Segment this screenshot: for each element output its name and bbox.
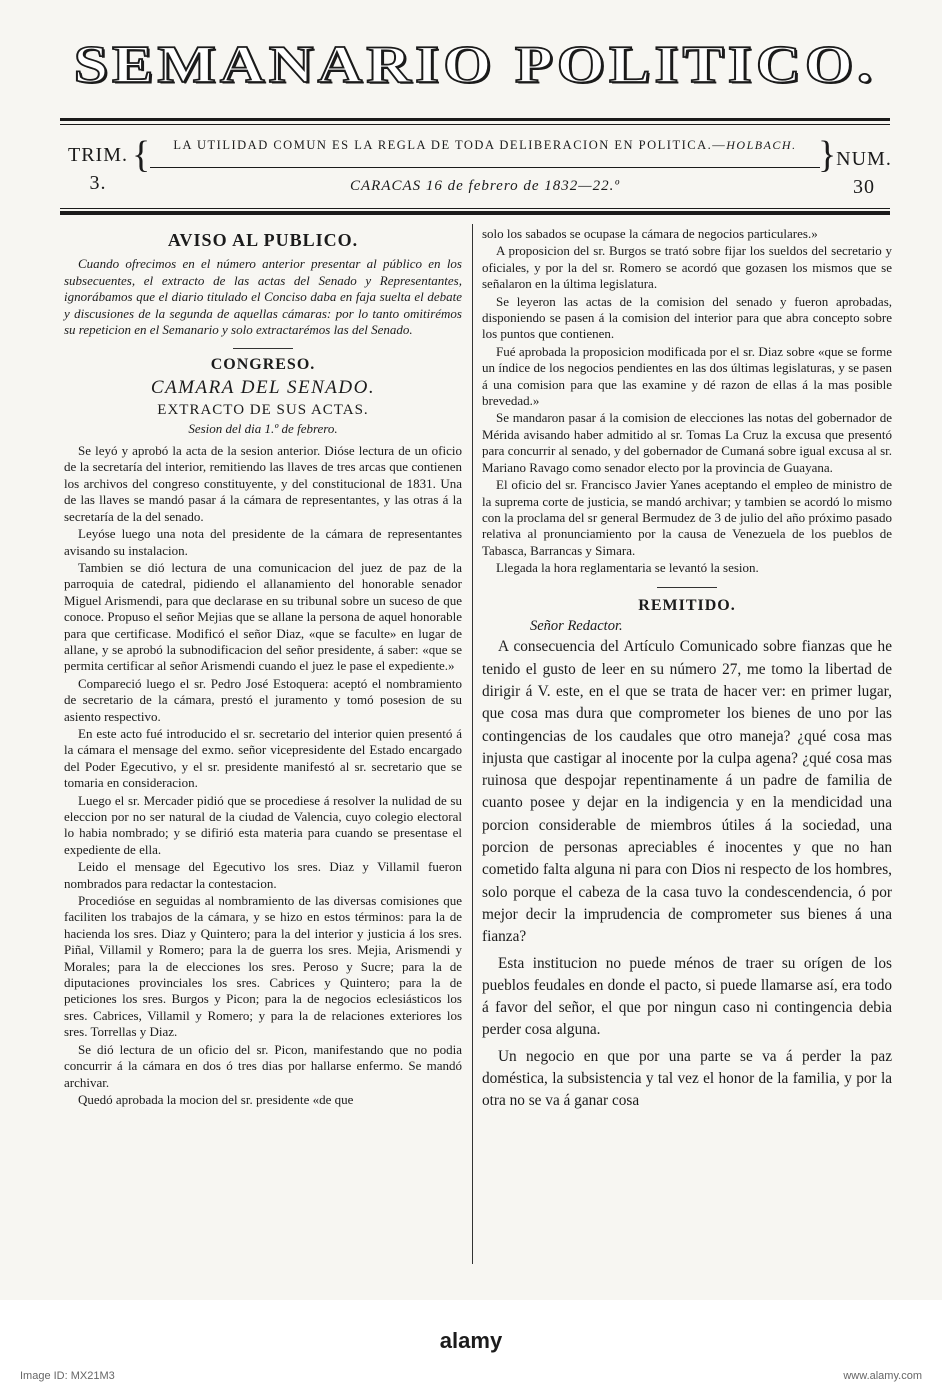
- extracto-heading: EXTRACTO DE SUS ACTAS.: [157, 402, 369, 419]
- num-value: 30: [853, 176, 875, 198]
- paragraph: Se leyeron las actas de la comision del senado y fueron aprobadas, disponiendo se pasen á la comision del interior para que abra concepto sobre los puntos que contienen.: [482, 293, 892, 342]
- section-divider: [233, 348, 293, 349]
- paragraph: Leido el mensage del Egecutivo los sres. Diaz y Villamil fueron nombrados para redactar la contestacion.: [64, 859, 462, 891]
- paragraph: Se leyó y aprobó la acta de la sesion anterior. Dióse lectura de un oficio de la secretaría del interior, remitiendo las llaves de tres arcas que contienen los archivos del congreso constituyente, y del constitucional de 1831. Una de las llaves se mandó pasar á la cámara de representantes, y las otras á la secretaría de la del senado.: [64, 443, 462, 524]
- paragraph: Se dió lectura de un oficio del sr. Picon, manifestando que no podia concurrir á la cámara en dos ó tres dias por hallarse enfermo. Se mandó archivar.: [64, 1041, 462, 1090]
- paragraph: Llegada la hora reglamentaria se levantó la sesion.: [496, 560, 759, 576]
- paragraph: solo los sabados se ocupase la cámara de negocios particulares.»: [482, 226, 818, 241]
- dateline: CARACAS 16 de febrero de 1832—22.º: [349, 178, 620, 194]
- watermark-footer: [0, 1300, 942, 1390]
- trim-value: 3.: [89, 172, 107, 194]
- bottom-rule-thin: [60, 208, 890, 209]
- paragraph: El oficio del sr. Francisco Javier Yanes aceptando el empleo de ministro de la suprema corte de justicia, se mandó archivar; y tambien se acordó lo mismo con la proclama del sr general Bermudez de 3 de julio del año próximo pasado relativa al pronunciamiento por la causa de Venezuela de los pueblos de Tabasca, Barrancas y Simara.: [482, 477, 892, 558]
- left-column: [64, 226, 462, 1109]
- newspaper-title: SEMANARIO POLITICO.: [73, 36, 877, 94]
- right-brace: }: [818, 134, 837, 176]
- number-block: [834, 145, 894, 201]
- remitido-heading: REMITIDO.: [638, 596, 736, 614]
- top-rule-thin: [60, 124, 890, 125]
- brand-logo: alamy: [439, 1328, 503, 1353]
- trimester-block: [68, 141, 128, 197]
- masthead: [60, 34, 890, 96]
- motto: [150, 138, 820, 153]
- camara-heading: CAMARA DEL SENADO.: [150, 376, 376, 398]
- paragraph: Procedióse en seguidas al nombramiento de las diversas comisiones que faciliten los trabajos de la cámara, y se hizo en estos términos: para la de hacienda los sres. Diaz y Quintero; para la del interior y justicia á los sres. Piñal, Villamil y Romero; para la de guerra los sres. Mejia, Arismendi y Morales; para la de elecciones los sres. Peroso y Sucre; para la de diputaciones provinciales los sres. Cabrices y Quintero; para la de peticiones los sres. Burgos y Picon; para la de negocios eclesiásticos los sres. Cabrices, Villamil y Romero; y para la de relaciones exteriores los sres. Torrellas y Diaz.: [64, 893, 462, 1040]
- paragraph: Se mandaron pasar á la comision de elecciones las notas del gobernador de Mérida avisando haber admitido al sr. Tomas La Cruz la excusa que presentó para concurrir al senado, y del gobernador de Cumaná sobre igual excusa al sr. Mariano Ravago como senador electo por la provincia de Guayana.: [482, 410, 892, 475]
- congreso-heading: CONGRESO.: [210, 356, 316, 374]
- paragraph: A proposicion del sr. Burgos se trató sobre fijar los sueldos del secretario y oficiales, y por la del sr. Romero se acordó que gozasen los mismos que se señalaron en la última legislatura.: [482, 243, 892, 292]
- paragraph: Esta institucion no puede ménos de traer su orígen de los pueblos feudales en donde el pacto, si puede llamarse así, era todo á favor del señor, el que por ningun caso ni contingencia debia perder cosa alguna.: [482, 954, 892, 1039]
- left-brace: {: [132, 134, 151, 176]
- num-label: NUM.: [836, 148, 892, 170]
- column-divider: [472, 224, 473, 1264]
- bottom-rule: [60, 211, 890, 215]
- paragraph: En este acto fué introducido el sr. secretario del interior quien presentó á la cámara el mensage del exmo. señor vicepresidente del Estado encargado del Poder Egecutivo, y el sr. presidente manifestó al sr. secretario que se tomaria en consideracion.: [64, 725, 462, 791]
- paragraph: A consecuencia del Artículo Comunicado sobre fianzas que he tenido el gusto de leer en su número 27, me tomo la libertad de dirigir á V. este, en el que se trata de hacer ver: en primer lugar, que cosa mas dura que comprometer los bienes de uno por las contingencias de los caudales que otro maneja? ¿qué cosa mas injusta que castigar al inocente por la culpa agena? ¿qué cosa mas ruinosa que despojar repentinamente á un padre de familia de cuanto posee y dejar en la indigencia y en la mendicidad una porcion considerable de miembros útiles á la sociedad, una porcion de personas apreciables é inocentes y que no han cometido falta alguna ni para con Dios ni respecto de los hombres, solo porque el cabeza de la casa tuvo la condescendencia, ó por mejor decir la imprudencia de comprometer sus bienes á una fianza?: [482, 638, 892, 946]
- paragraph: Quedó aprobada la mocion del sr. presidente «de que: [78, 1091, 354, 1107]
- paragraph: Compareció luego el sr. Pedro José Estoquera: aceptó el nombramiento de secretario de la cámara, prestó el juramento y tomó posesion de su asiento respectivo.: [64, 675, 462, 724]
- paragraph: Un negocio en que por una parte se va á perder la paz doméstica, la subsistencia y tal vez el honor de la familia, y por la otra no se va á ganar cosa: [482, 1047, 892, 1110]
- aviso-text: Cuando ofrecimos en el número anterior presentar al público en los subsecuentes, el extracto de las actas del Senado y Representantes, ignorábamos que el diario titulado el Conciso daba en faja suelta el debate y discusiones de la segunda de aquellas cámaras: por lo tanto omitirémos su repeticion en el Semanario y solo extractarémos las del Senado.: [64, 256, 462, 338]
- image-id: Image ID: MX21M3: [20, 1370, 115, 1382]
- site-url: www.alamy.com: [843, 1370, 922, 1382]
- trim-label: TRIM.: [68, 144, 128, 166]
- paragraph: Tambien se dió lectura de una comunicacion del juez de paz de la parroquia de catedral, pidiendo el allanamiento del honorable senador Miguel Arismendi, para que declarase en su tribunal sobre un suceso de que conoce. Propuso el señor Mejias que se allane la persona de aquel honorable para que certificase. Modificó el señor Diaz, «que se faculte» en lugar de allane, y se aprobó la subnodificacion del señor presidente, á saber: «que se permita certificar al señor Arismendi cuando el juez le pase el expediente.»: [64, 559, 462, 674]
- aviso-heading: AVISO AL PUBLICO.: [167, 230, 359, 250]
- motto-author: HOLBACH.: [726, 138, 797, 152]
- right-column: [482, 226, 892, 1117]
- motto-rule: [150, 167, 820, 168]
- sesion-heading: Sesion del dia 1.º de febrero.: [188, 420, 338, 436]
- top-rule: [60, 118, 890, 121]
- paragraph: Leyóse luego una nota del presidente de la cámara de representantes avisando su instalacion.: [64, 526, 462, 558]
- letter-body: [482, 636, 892, 1112]
- section-divider: [657, 587, 717, 588]
- salutation: Señor Redactor.: [530, 617, 623, 634]
- paragraph: Fué aprobada la proposicion modificada por el sr. Diaz sobre «que se forme un índice de los negocios pendientes en las dos últimas legislaturas, y se pasen á una comision para que las examine y dé razon de ellas á la mas posible brevedad.»: [482, 343, 892, 409]
- paragraph: Luego el sr. Mercader pidió que se procediese á resolver la nulidad de su eleccion por no ser natural de la ciudad de Valencia, cuyo colegio electoral lo habia nombrado; y se difirió esta materia para cuando se presentase el expediente de ella.: [64, 792, 462, 857]
- motto-text: LA UTILIDAD COMUN ES LA REGLA DE TODA DELIBERACION EN POLITICA.—: [173, 138, 727, 152]
